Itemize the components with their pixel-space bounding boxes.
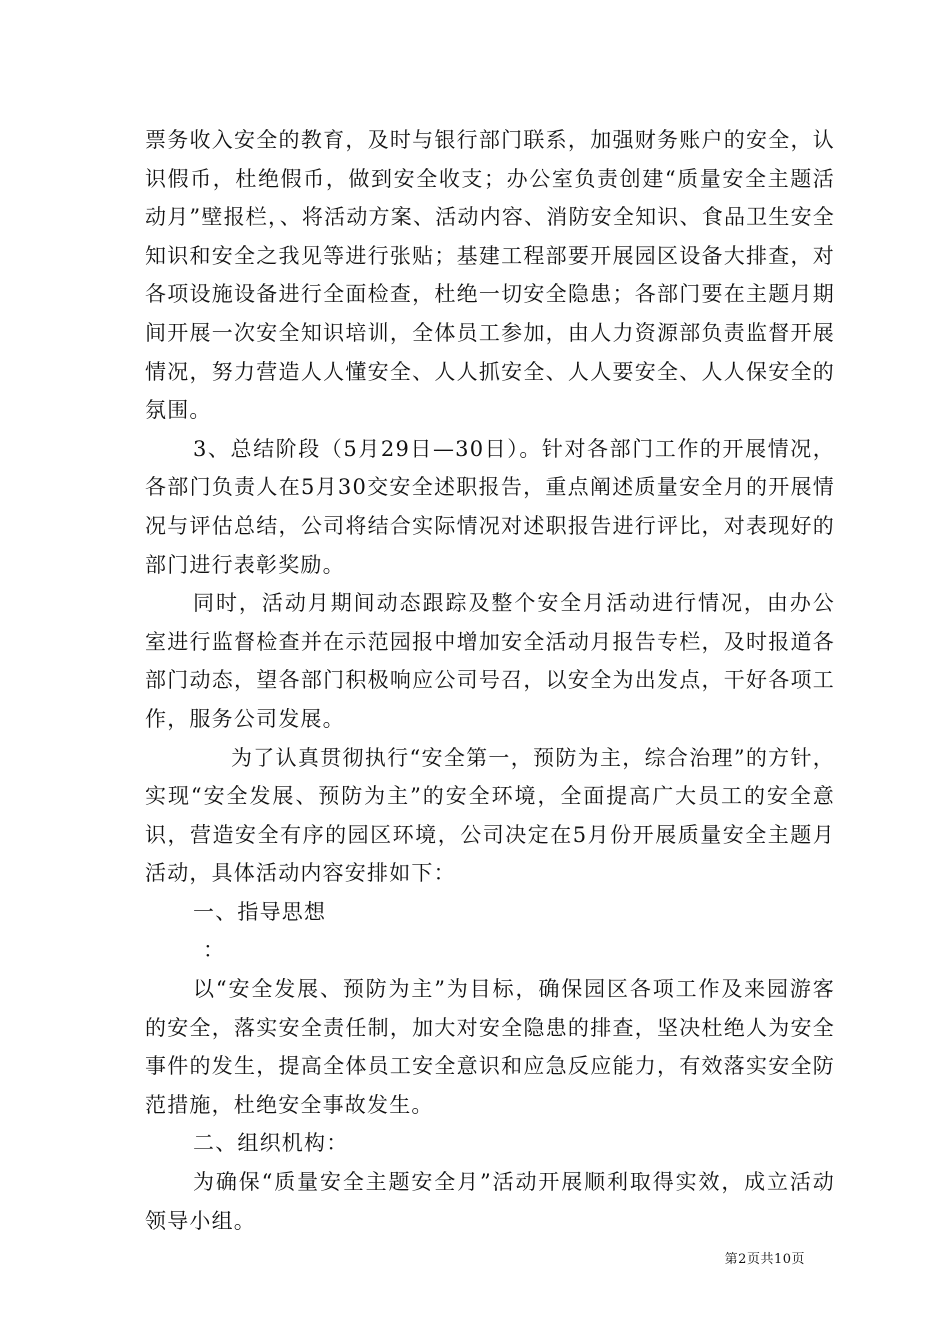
- paragraph-leadership-group: 为确保“质量安全主题安全月”活动开展顺利取得实效，成立活动领导小组。: [145, 1170, 835, 1233]
- paragraph-department-duties: 票务收入安全的教育，及时与银行部门联系，加强财务账户的安全，认识假币，杜绝假币，做到安全收支；办公室负责创建“质量安全主题活动月”壁报栏，、将活动方案、活动内容、消防安全知识、食品卫生安全知识和安全之我见等进行张贴；基建工程部要开展园区设备大排查，对各项设施设备进行全面检查，杜绝一切安全隐患；各部门要在主题月期间开展一次安全知识培训，全体员工参加，由人力资源部负责监督开展情况，努力营造人人懂安全、人人抓安全、人人要安全、人人保安全的氛围。: [145, 128, 835, 423]
- paragraph-intro: 为了认真贯彻执行“安全第一，预防为主，综合治理”的方针，实现“安全发展、预防为主”的安全环境，全面提高广大员工的安全意识，营造安全有序的园区环境，公司决定在5月份开展质量安全主题月活动，具体活动内容安排如下：: [145, 745, 835, 886]
- document-body: [145, 121, 835, 1240]
- paragraph-tracking: 同时，活动月期间动态跟踪及整个安全月活动进行情况，由办公室进行监督检查并在示范园报中增加安全活动月报告专栏，及时报道各部门动态，望各部门积极响应公司号召，以安全为出发点，干好各项工作，服务公司发展。: [145, 591, 835, 731]
- section-heading-guiding-ideology: 一、指导思想: [193, 899, 327, 924]
- paragraph-goal: 以“安全发展、预防为主”为目标，确保园区各项工作及来园游客的安全，落实安全责任制，加大对安全隐患的排查，坚决杜绝人为安全事件的发生，提高全体员工安全意识和应急反应能力，有效落实安全防范措施，杜绝安全事故发生。: [145, 977, 835, 1117]
- section-heading-organization: 二、组织机构：: [193, 1131, 349, 1156]
- paragraph-summary-stage: 3、总结阶段（5月29日—30日）。针对各部门工作的开展情况，各部门负责人在5月30交安全述职报告，重点阐述质量安全月的开展情况与评估总结，公司将结合实际情况对述职报告进行评比，对表现好的部门进行表彰奖励。: [145, 436, 835, 577]
- colon-line: ：: [203, 938, 226, 963]
- page-number-footer: 第2页共10页: [724, 1252, 805, 1267]
